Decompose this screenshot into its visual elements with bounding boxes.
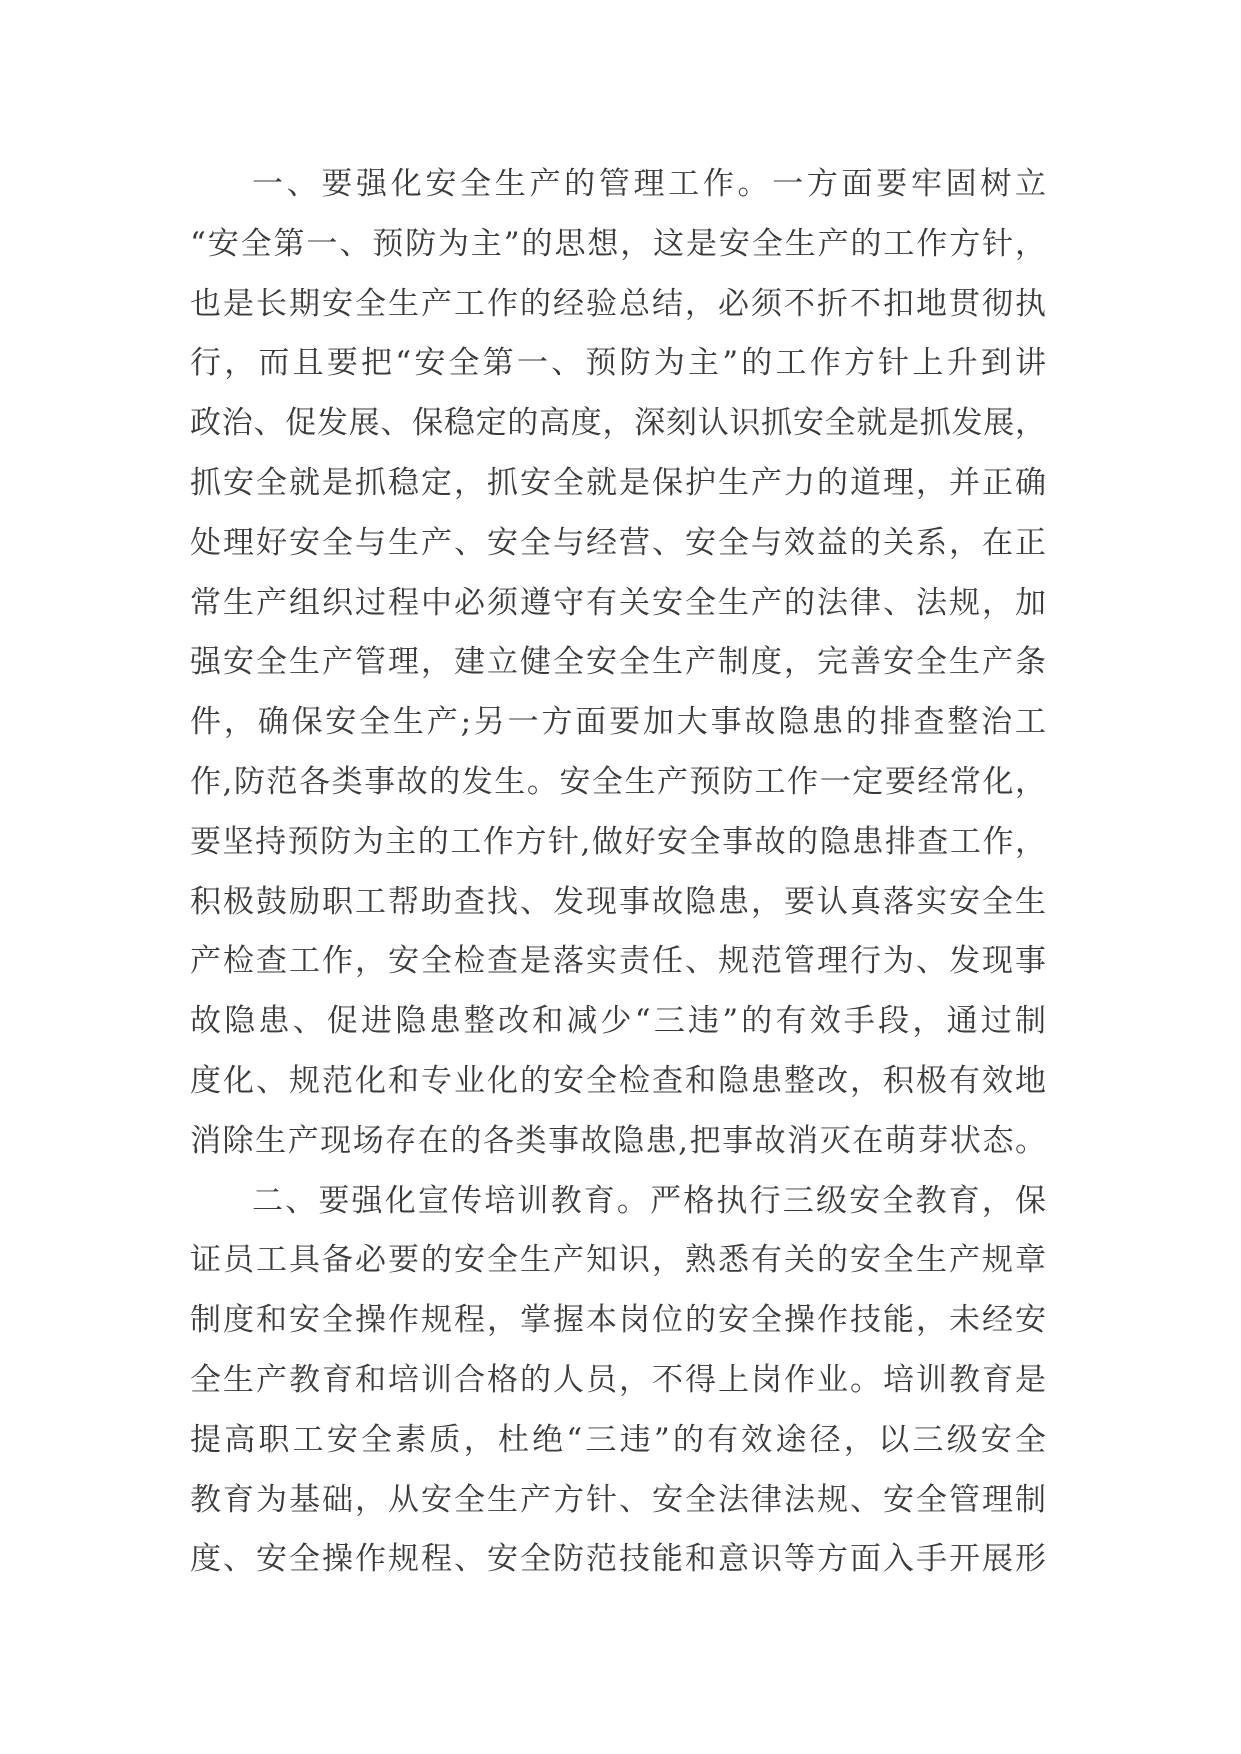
paragraph-line: 件，确保安全生产;另一方面要加大事故隐患的排查整治工 bbox=[190, 704, 1046, 741]
paragraph-line: 抓安全就是抓稳定，抓安全就是保护生产力的道理，并正确 bbox=[190, 464, 1046, 501]
paragraph-line: “安全第一、预防为主”的思想，这是安全生产的工作方针， bbox=[190, 225, 1046, 262]
paragraph-line: 也是长期安全生产工作的经验总结，必须不折不扣地贯彻执 bbox=[190, 285, 1046, 322]
paragraph-line: 度化、规范化和专业化的安全检查和隐患整改，积极有效地 bbox=[190, 1062, 1046, 1099]
paragraph-line: 消除生产现场存在的各类事故隐患,把事故消灭在萌芽状态。 bbox=[190, 1122, 1046, 1159]
paragraph-line: 积极鼓励职工帮助查找、发现事故隐患，要认真落实安全生 bbox=[190, 883, 1046, 920]
paragraph-line: 处理好安全与生产、安全与经营、安全与效益的关系，在正 bbox=[190, 524, 1046, 561]
paragraph-line: 制度和安全操作规程，掌握本岗位的安全操作技能，未经安 bbox=[190, 1302, 1046, 1339]
paragraph-line: 要坚持预防为主的工作方针,做好安全事故的隐患排查工作， bbox=[190, 823, 1046, 860]
paragraph-line: 政治、促发展、保稳定的高度，深刻认识抓安全就是抓发展， bbox=[190, 405, 1046, 442]
paragraph-line: 证员工具备必要的安全生产知识，熟悉有关的安全生产规章 bbox=[190, 1242, 1046, 1279]
paragraph-line: 教育为基础，从安全生产方针、安全法律法规、安全管理制 bbox=[190, 1481, 1046, 1518]
paragraph-line: 强安全生产管理，建立健全安全生产制度，完善安全生产条 bbox=[190, 644, 1046, 681]
paragraph-line: 全生产教育和培训合格的人员，不得上岗作业。培训教育是 bbox=[190, 1361, 1046, 1398]
paragraph-line: 产检查工作，安全检查是落实责任、规范管理行为、发现事 bbox=[190, 943, 1046, 980]
paragraph-line: 故隐患、促进隐患整改和减少“三违”的有效手段，通过制 bbox=[190, 1003, 1046, 1040]
paragraph-first-line: 一、要强化安全生产的管理工作。一方面要牢固树立 bbox=[252, 166, 1046, 202]
paragraph-first-line: 二、要强化宣传培训教育。严格执行三级安全教育，保 bbox=[252, 1182, 1046, 1219]
paragraph-line: 常生产组织过程中必须遵守有关安全生产的法律、法规，加 bbox=[190, 584, 1046, 621]
paragraph-line: 度、安全操作规程、安全防范技能和意识等方面入手开展形 bbox=[190, 1541, 1046, 1578]
paragraph-line: 作,防范各类事故的发生。安全生产预防工作一定要经常化， bbox=[190, 763, 1046, 800]
paragraph-line: 提高职工安全素质，杜绝“三违”的有效途径，以三级安全 bbox=[190, 1421, 1046, 1458]
document-body bbox=[190, 155, 1046, 1590]
paragraph-line: 行，而且要把“安全第一、预防为主”的工作方针上升到讲 bbox=[190, 345, 1046, 382]
